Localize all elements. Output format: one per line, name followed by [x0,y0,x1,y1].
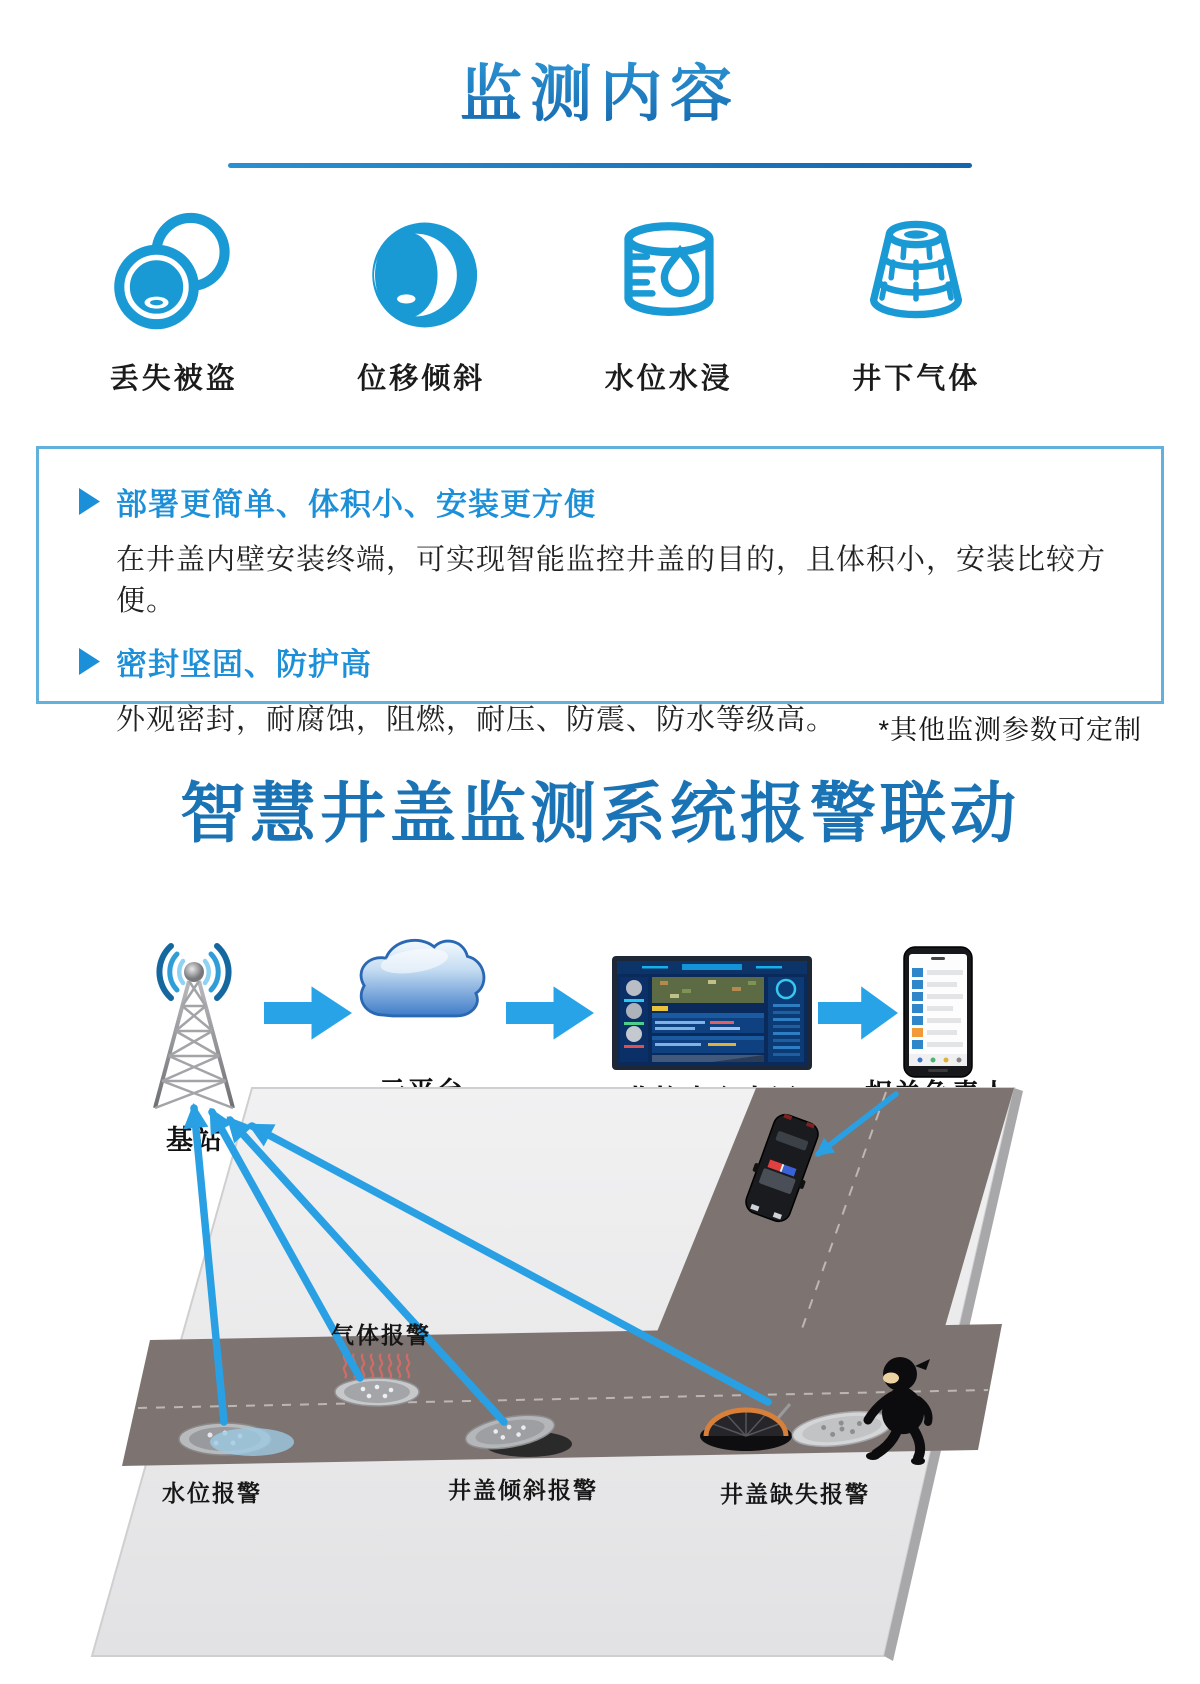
phone-icon [903,946,973,1078]
monitor-item-label: 丢失被盗 [109,363,238,395]
feature-heading: 部署更简单、体积小、安装更方便 [116,487,596,522]
monitor-item-label: 位移倾斜 [357,363,486,395]
monitor-item-missing [50,206,298,397]
water-level-icon [600,206,738,344]
monitor-item-water [545,206,793,397]
scene-label-tilt-alarm: 井盖倾斜报警 [448,1477,598,1503]
feature-heading: 密封坚固、防护高 [116,647,372,682]
title-underline [228,163,972,168]
flow-label-base-station: 基站 [166,1125,224,1155]
monitor-item-label: 井下气体 [852,363,981,395]
scene-label-gas-alarm: 气体报警 [331,1322,431,1348]
manhole-missing-icon [105,206,243,344]
flow-arrow-icon [506,984,594,1042]
monitor-item-gas [793,206,1041,397]
manhole-tilt-icon [352,206,490,344]
section2-title: 智慧井盖监测系统报警联动 [180,776,1020,850]
flow-arrow-icon [818,984,898,1042]
feature-body: 在井盖内壁安装终端，可实现智能监控井盖的目的，且体积小，安装比较方便。 [116,544,1107,617]
scene-label-water-alarm: 水位报警 [162,1480,262,1506]
bullet-arrow-icon [79,648,100,675]
monitor-item-tilt [298,206,546,397]
section1-title: 监测内容 [0,44,1200,133]
scene-label-missing-alarm: 井盖缺失报警 [720,1481,870,1507]
feature-body: 外观密封，耐腐蚀，阻燃，耐压、防震、防水等级高。 [116,704,837,736]
feature-item [79,479,1121,619]
road-scene [0,1084,1200,1684]
flow-arrow-icon [264,984,352,1042]
bullet-arrow-icon [79,488,100,515]
monitor-items-row [50,206,1040,397]
monitor-item-label: 水位水浸 [604,363,733,395]
customization-note: *其他监测参数可定制 [878,715,1142,745]
underground-gas-icon [847,206,985,344]
monitor-screen-icon [612,956,812,1072]
cloud-platform-icon [350,928,492,1032]
